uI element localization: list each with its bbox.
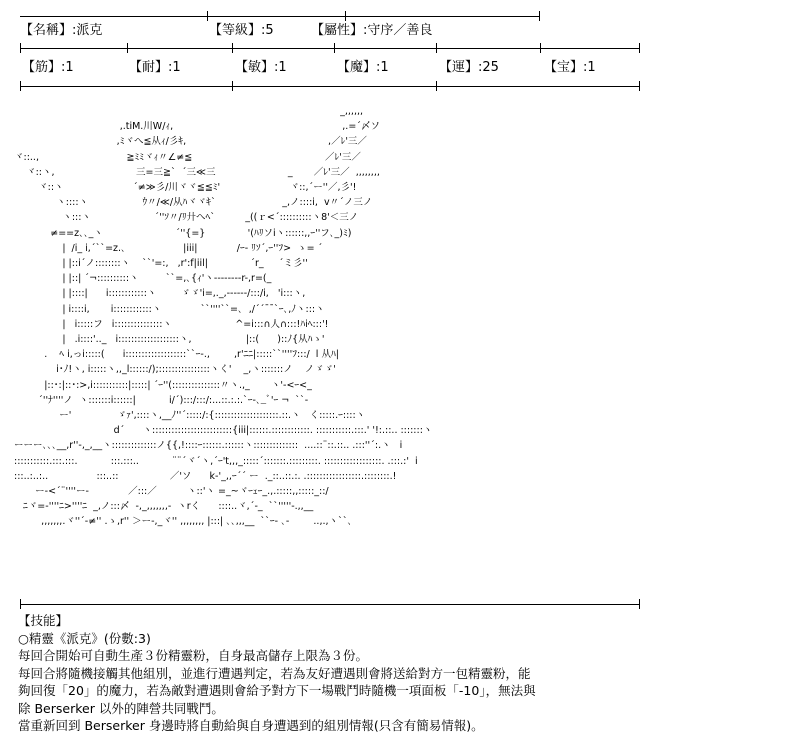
- stats-rule-tick: [232, 43, 233, 53]
- stats-rule-tick: [334, 43, 335, 53]
- stats-rule-tick: [232, 81, 233, 91]
- stats-rule-tick: [20, 81, 21, 91]
- stats-bottom-rule: [20, 86, 640, 87]
- skills-rule-tick: [20, 599, 21, 609]
- stats-rule-tick: [436, 81, 437, 91]
- ascii-art-text: _,,,,,, ,.tiM.川W/ｨ, ,.=´〆ソ ,ﾐヾへ≦从ｨ/彡ｷ, ,／ﾚ'三／ ヾ::.., ≧ﾐﾐヾｨ〃∠≠≦ ／ﾚ'三／ ヾ::ヽ, 三=三≧` ´三≪三 _ ／ﾚ'三／ ,,,,,,,, ヾ::ヽ ´≠≫彡/川ヾヾ≦≦ﾐ' ヾ::,´ー''／,彡'! ヽ::::ヽ ｳ〃/≪/从ﾊヾヾｷ` _,ノ::::i, v〃´ノ三ノ ヽ:::ヽ ´''ｿ〃/ﾘ廾へﾍ` _((ｒ<´::::::::::ヽ8'＜三ノ ≠==z､､_ヽ ´''{=} '(ﾊﾘソiヽ::::::,,ｰ''フ､_)ﾐ) | /i_ i,´``=z.､ |iii| /ｰ- ﾘｿ´,ｰ''ﾌ> ゝ= ´ | |::i´ノ::::::::ヽ ``'=:, ,r':f|iil| ´r_ ´ミ彡'' | |::| ´¬::::::::::ヽ ``=,､{ｨ'ヽ------‐‐r-,r=(_ | |::::| i::::::::::::ヽ ゞゞ'i=,._,--‐‐--/:::/i, 'i:::ヽ, | i::::i, i::::::::::::ヽ ``''''``=､ ,/´´¯¯`ｰ､,ﾉヽ:::ヽ | i:::::フ i:::::::::::::::ヽ ^=i:::∩人∩:::!ﾊiﾍ:::'! | .i::::'.._ i:::::::::::::::::::ヽ, |::( )::ﾉ{从ﾊゝ' . ﾍ i,っi:::::( i:::::::::::::::::::``ｰ-., ,r'ﾆﾆ|:::::``''''ﾌ:::/ l 从ﾊ| i･ﾉ!ヽ, i:::::ヽ,,_l::::::/);::::::::::::::::ヽく' _,ヽ:::::::ノ ノゞゞ' |::･:|::･:>,i:::::::::::|:::::| ´ｰ''(:::::::::::::::〃ヽ.,_ ヽ'-<ｰ<_ ´''ﾅ''''ノ ヽ:::::::i::::::| i/´):::/:::/:...::.:.:.`ｰ-､_ﾞ'ｰ ¬ ``- ー' ゞｧ',::::ヽ,__ﾉ''´:::::/:{::::::::::::::::::::.::.ヽ く:::::.ｰ::::ヽ d´ ヽ:::::::::::::::::::::::::{iii|::::::.::::::::::::. :::::::::::.:::.' '!:.::.. :::::::ヽ ーーー､､､__,r''‐,_,__ヽ::::::::::::::ノ{{,!::::ｰ::::::.::::::ヽ:::::::::::::: ....::¨::.::.. .:::''´:.ヽ i :::::::::::.:::.:::. :::.:::.. ¨¨´ヾ´ヽ,´ｰ't,,,_:::::´:::::::.:::::::::. ::::::::::::::::::. .:::.:' i :::..:..:.. :::..:: ／'ソ k-'_,,ｰ´´ ー ._::..::.:. .:::::::::::::::::.::::::::.! ー-<´¨''''ー- ／:::／ ヽ::'ヽ =_~ヾｰｪｰ_.,.:::::,,:::::_::/ ﾆヾ=-''''ﾆ>''''ﾆ _,ノ:::〆 -,_,,,,,,,- ヽrく ::::..ヾ,´-_ ``'''''-.,,__ ,,,,,,,.ヾ''´-≠'' .ゝ,r'' ＞ー-,_ヾ'' ,,,,,,,, |:::| ､､,,,__ ``ｰ- ､- ..,.,ヽ``､: [14, 106, 433, 528]
- skills-section: [18, 612, 536, 735]
- ascii-art-figure: [14, 104, 574, 584]
- stats-rule-tick: [639, 81, 640, 91]
- skill-description-line: 每回合將隨機接觸其他組別，並進行遭遇判定，若為友好遭遇則會將送給對方一包精靈粉，能: [18, 665, 531, 681]
- skill-description-line: 當重新回到 Berserker 身邊時將自動給與自身遭遇到的組別情報(只含有簡易情報)。: [18, 718, 484, 733]
- stats-top-rule: [20, 48, 640, 49]
- character-name: 【名稱】:派克: [20, 23, 103, 38]
- header-rule-tick: [345, 11, 346, 21]
- stats-rule-tick: [639, 43, 640, 53]
- header-top-rule: [20, 16, 540, 17]
- character-alignment: 【屬性】:守序／善良: [311, 23, 433, 38]
- stat-magic: 【魔】:1: [337, 60, 389, 75]
- stat-noble-phantasm: 【宝】:1: [544, 60, 596, 75]
- skill-description-line: 除 Berserker 以外的陣營共同戰鬥。: [18, 700, 224, 716]
- stat-endurance: 【耐】:1: [129, 60, 181, 75]
- stats-rule-tick: [127, 43, 128, 53]
- header-rule-tick: [539, 11, 540, 21]
- skill-description-line: 夠回復「20」的魔力，若為敵對遭遇則會給予對方下一場戰鬥時隨機一項面板「-10」，無法與: [18, 683, 536, 698]
- skills-header: 【技能】: [18, 613, 69, 628]
- stat-agility: 【敏】:1: [235, 60, 287, 75]
- header-rule-tick: [207, 11, 208, 21]
- stat-strength: 【筋】:1: [22, 60, 74, 75]
- stats-rule-tick: [436, 43, 437, 53]
- skill-title: ○精靈《派克》(份數:3): [18, 630, 151, 646]
- stat-luck: 【運】:25: [439, 60, 499, 75]
- stats-rule-tick: [540, 43, 541, 53]
- stats-rule-tick: [20, 43, 21, 53]
- skills-rule-tick: [639, 599, 640, 609]
- character-level: 【等級】:5: [209, 23, 274, 38]
- skills-top-rule: [20, 604, 640, 605]
- skill-description-line: 每回合開始可自動生產３份精靈粉，自身最高儲存上限為３份。: [18, 648, 369, 663]
